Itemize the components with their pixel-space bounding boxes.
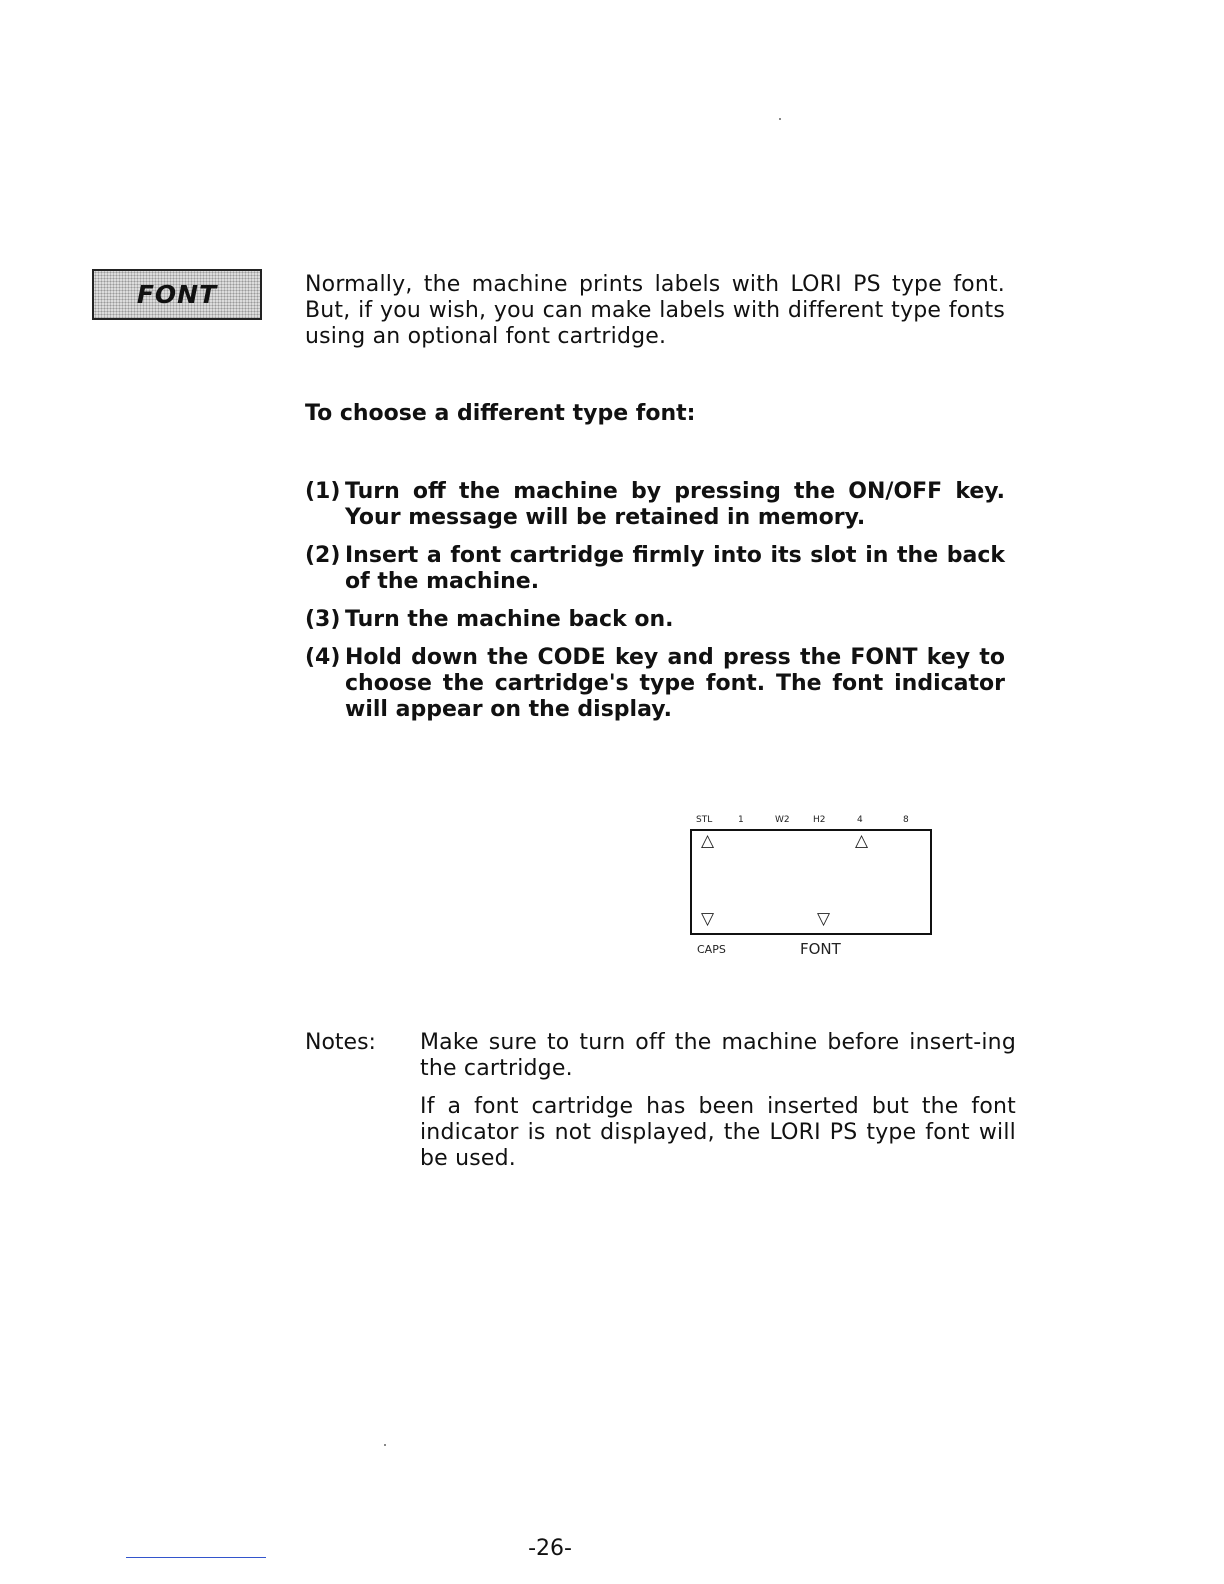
scan-speck (384, 1444, 386, 1446)
triangle-down-icon: ▽ (817, 909, 831, 929)
triangle-up-icon: △ (701, 831, 715, 851)
triangle-up-icon: △ (855, 831, 869, 851)
section-tab-label: FONT (136, 280, 218, 309)
indicator-label-caps: CAPS (697, 943, 726, 956)
step-number: (2) (305, 543, 341, 568)
lcd-screen (690, 829, 932, 935)
scan-speck (779, 118, 781, 120)
step-text: Insert a font cartridge firmly into its slot in the back of the machine. (345, 543, 1005, 594)
indicator-label-font: FONT (800, 940, 841, 958)
note-item: If a font cartridge has been inserted but the font indicator is not displayed, the LORI PS type font will be used. (420, 1094, 1016, 1171)
step-item (305, 607, 1005, 633)
indicator-label-h2: H2 (813, 815, 826, 825)
step-text: Turn the machine back on. (345, 607, 674, 632)
step-number: (4) (305, 645, 341, 670)
indicator-label-4: 4 (857, 815, 863, 825)
footer-rule (126, 1557, 266, 1558)
step-text: Hold down the CODE key and press the FONT key to choose the cartridge's type font. The font indicator will appear on the display. (345, 645, 1005, 722)
indicator-label-1: 1 (738, 815, 744, 825)
steps-list (305, 479, 1005, 723)
intro-paragraph: Normally, the machine prints labels with LORI PS type font. But, if you wish, you can make labels with different type fonts using an optional font cartridge. (305, 272, 1005, 349)
step-item (305, 645, 1005, 723)
indicator-label-8: 8 (903, 815, 909, 825)
page-number: -26- (528, 1536, 572, 1561)
step-item (305, 543, 1005, 595)
indicator-label-stl: STL (696, 815, 713, 825)
display-illustration (688, 812, 938, 962)
step-item (305, 479, 1005, 531)
triangle-down-icon: ▽ (701, 909, 715, 929)
section-tab-font (92, 269, 262, 320)
notes-list (420, 1030, 1016, 1184)
procedure-heading: To choose a different type font: (305, 401, 696, 426)
notes-label: Notes: (305, 1030, 376, 1055)
indicator-label-w2: W2 (775, 815, 790, 825)
step-number: (1) (305, 479, 341, 504)
step-number: (3) (305, 607, 341, 632)
step-text: Turn off the machine by pressing the ON/OFF key. Your message will be retained in memory. (345, 479, 1005, 530)
note-item: Make sure to turn off the machine before insert-ing the cartridge. (420, 1030, 1016, 1081)
